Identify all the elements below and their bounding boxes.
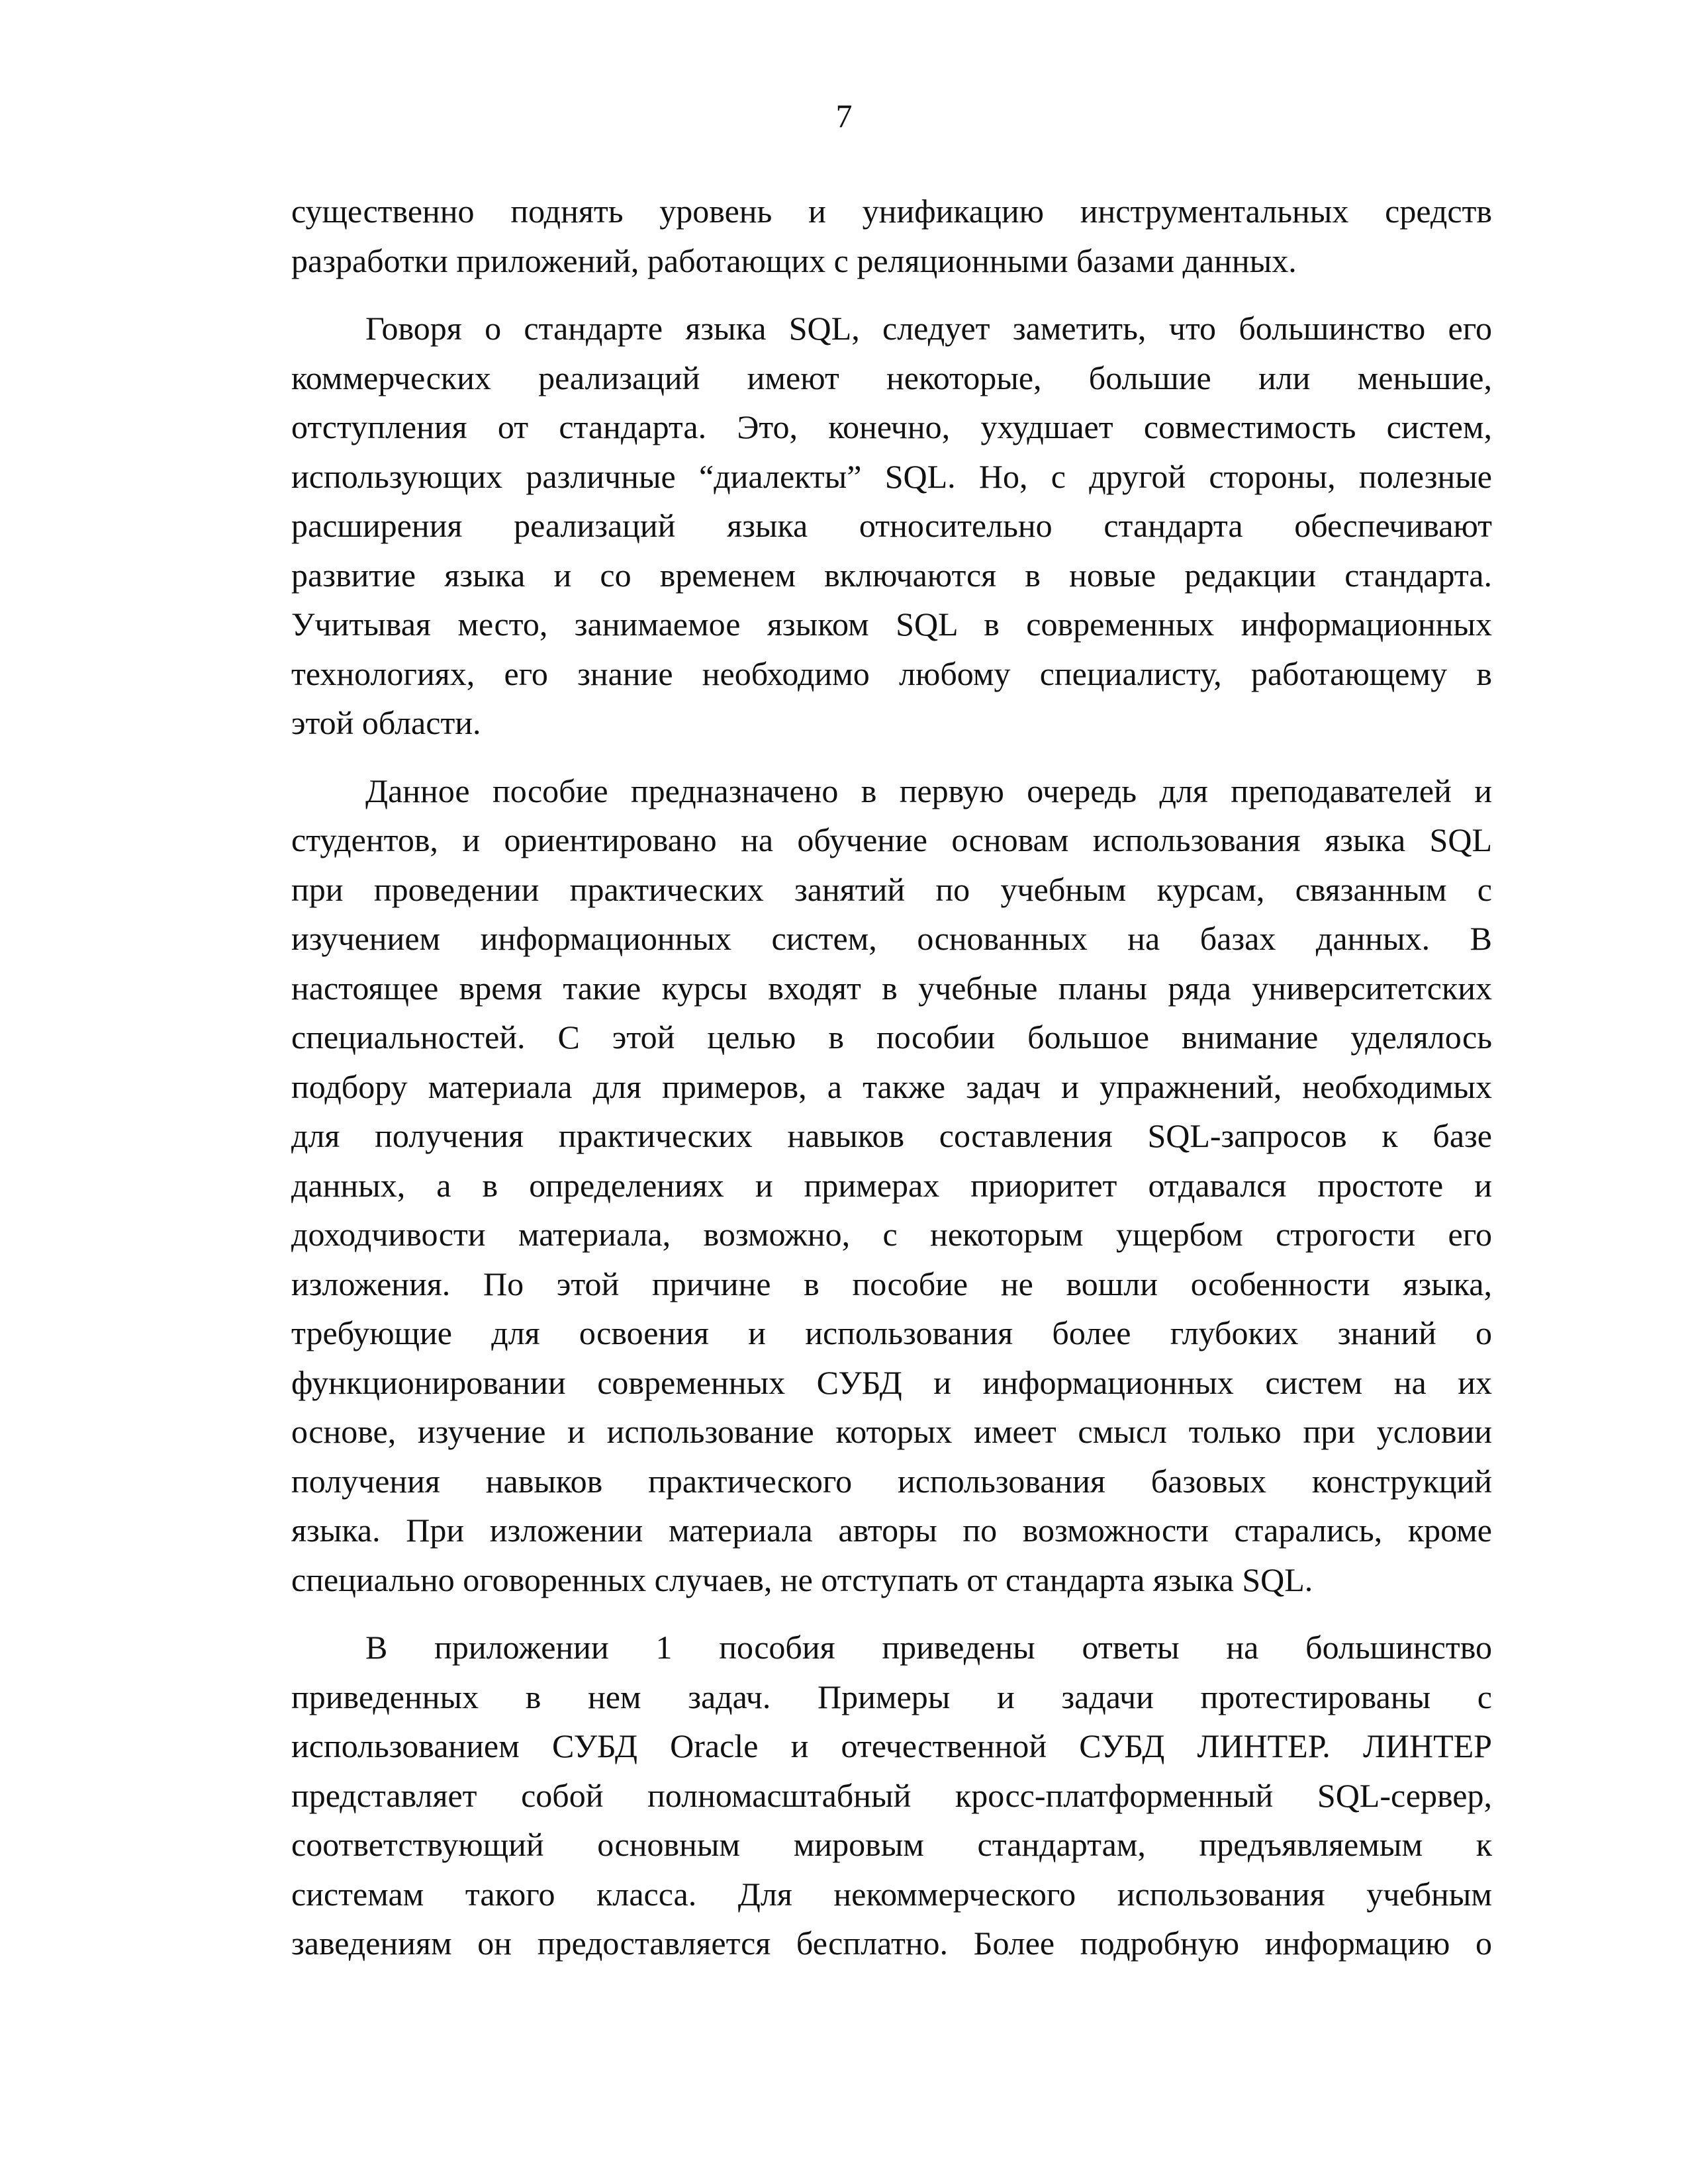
text-line: функционировании современных СУБД и информационных систем на их (291, 1363, 1492, 1401)
text-line: данных, а в определениях и примерах приоритет отдавался простоте и (291, 1166, 1492, 1204)
text-line: требующие для освоения и использования более глубоких знаний о (291, 1314, 1492, 1351)
paragraph-4 (291, 1623, 1492, 1968)
text-line: развитие языка и со временем включаются в новые редакции стандарта. (291, 556, 1492, 594)
text-line: расширения реализаций языка относительно стандарта обеспечивают (291, 507, 1492, 544)
text-line: Учитывая место, занимаемое языком SQL в современных информационных (291, 606, 1492, 643)
text-line: отступления от стандарта. Это, конечно, ухудшает совместимость систем, (291, 408, 1492, 445)
text-line: языка. При изложении материала авторы по возможности старались, кроме (291, 1512, 1492, 1549)
text-line: представляет собой полномасштабный кросс-платформенный SQL-сервер, (291, 1776, 1492, 1814)
text-line: специальностей. С этой целью в пособии большое внимание уделялось (291, 1019, 1492, 1056)
text-line: Данное пособие предназначено в первую очередь для преподавателей и (365, 772, 1492, 809)
text-line: для получения практических навыков составления SQL-запросов к базе (291, 1117, 1492, 1154)
text-line: студентов, и ориентировано на обучение основам использования языка SQL (291, 821, 1492, 858)
text-line: существенно поднять уровень и унификацию инструментальных средств (291, 193, 1492, 230)
text-line: основе, изучение и использование которых имеет смысл только при условии (291, 1413, 1492, 1450)
text-line: подбору материала для примеров, а также задач и упражнений, необходимых (291, 1068, 1492, 1105)
text-line: соответствующий основным мировым стандартам, предъявляемым к (291, 1826, 1492, 1863)
text-line: доходчивости материала, возможно, с некоторым ущербом строгости его (291, 1216, 1492, 1253)
text-line: В приложении 1 пособия приведены ответы на большинство (365, 1629, 1492, 1666)
text-line: разработки приложений, работающих с реляционными базами данных. (291, 242, 1297, 279)
text-line: настоящее время такие курсы входят в учебные планы ряда университетских (291, 969, 1492, 1007)
text-line: использующих различные “диалекты” SQL. Но, с другой стороны, полезные (291, 457, 1492, 495)
text-line: технологиях, его знание необходимо любому специалисту, работающему в (291, 655, 1492, 692)
text-line: при проведении практических занятий по учебным курсам, связанным с (291, 870, 1492, 908)
paragraph-1 (291, 187, 1492, 285)
text-line: системам такого класса. Для некоммерческого использования учебным (291, 1875, 1492, 1913)
text-line: заведениям он предоставляется бесплатно. Более подробную информацию о (291, 1925, 1492, 1962)
page-number: 7 (835, 97, 853, 134)
document-body (291, 187, 1492, 1987)
text-line: приведенных в нем задач. Примеры и задачи протестированы с (291, 1678, 1492, 1715)
paragraph-3 (291, 766, 1492, 1605)
text-line: изучением информационных систем, основанных на базах данных. В (291, 920, 1492, 957)
text-line: этой области. (291, 704, 481, 741)
text-line: коммерческих реализаций имеют некоторые, большие или меньшие, (291, 359, 1492, 396)
paragraph-2 (291, 304, 1492, 748)
text-line: использованием СУБД Oracle и отечественной СУБД ЛИНТЕР. ЛИНТЕР (291, 1727, 1492, 1764)
text-line: специально оговоренных случаев, не отступать от стандарта языка SQL. (291, 1561, 1313, 1598)
text-line: изложения. По этой причине в пособие не вошли особенности языка, (291, 1265, 1492, 1302)
text-line: получения навыков практического использования базовых конструкций (291, 1462, 1492, 1500)
text-line: Говоря о стандарте языка SQL, следует заметить, что большинство его (365, 310, 1492, 347)
